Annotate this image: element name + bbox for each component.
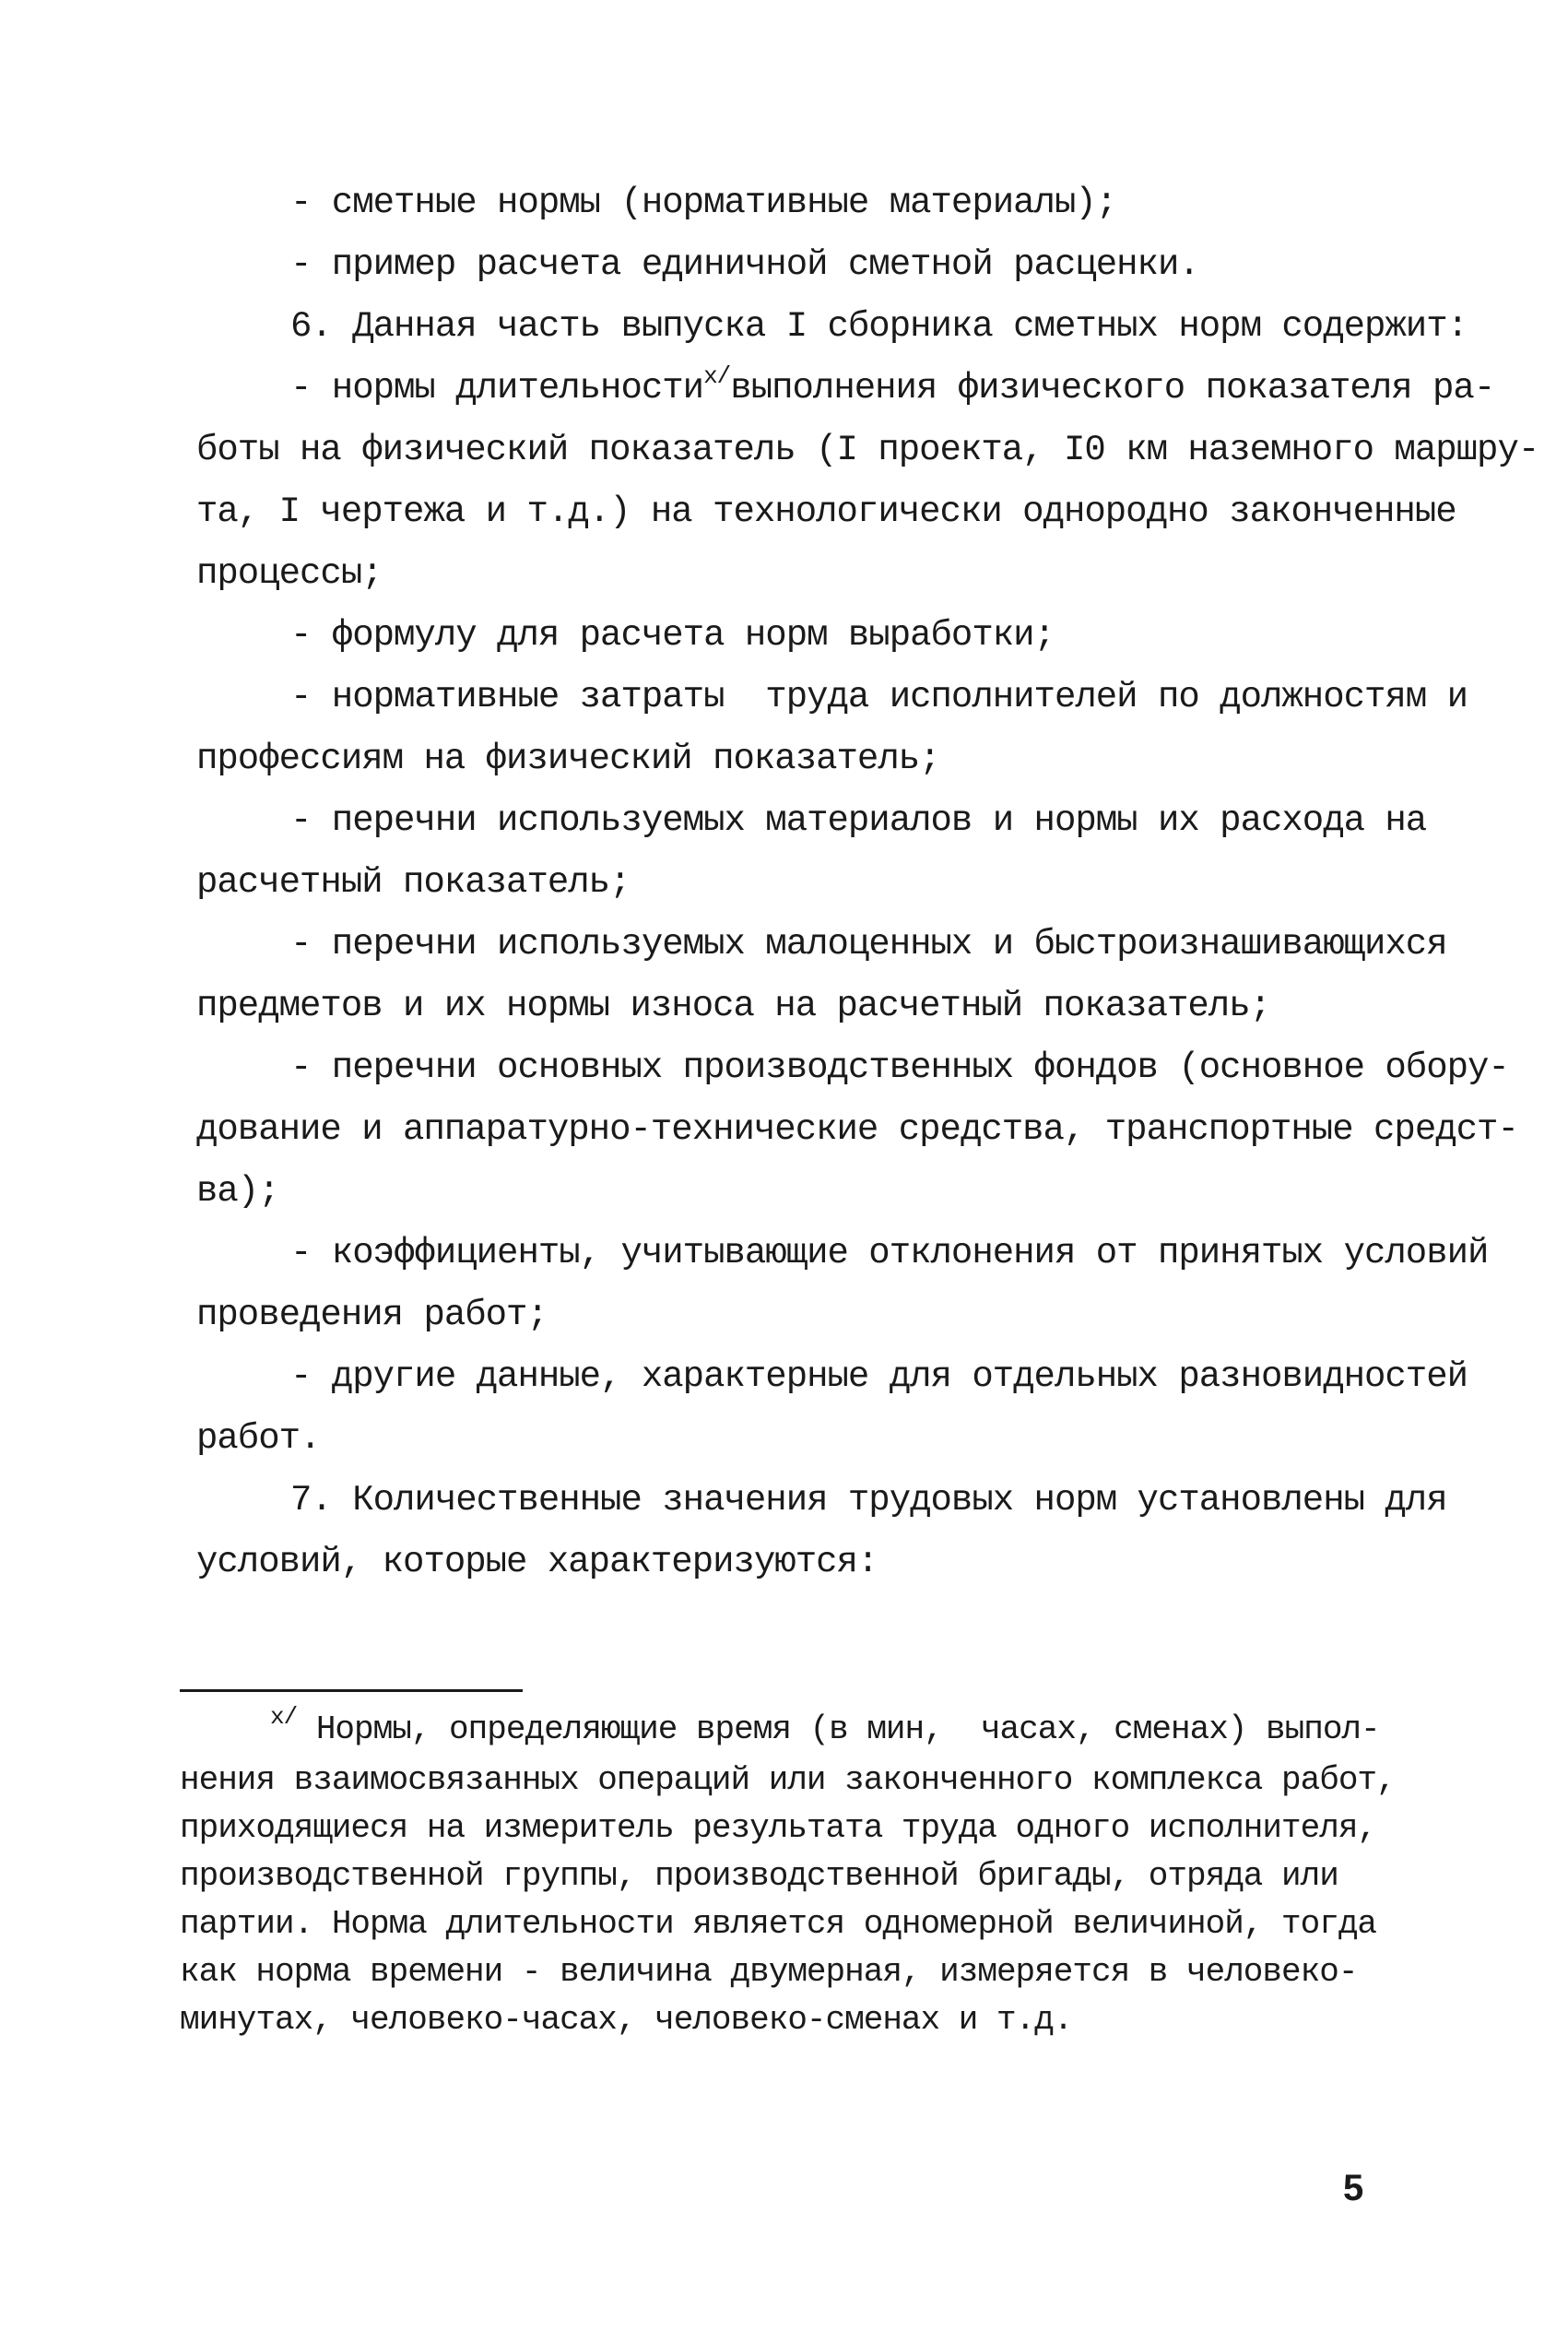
body-line-5: боты на физический показатель (I проекта, I0 км наземного маршру- bbox=[196, 430, 1539, 470]
footnote-line-5: партии. Норма длительности является одномерной величиной, тогда bbox=[180, 1905, 1377, 1943]
body-line-4 bbox=[290, 362, 1495, 412]
footnote-line-7: минутах, человеко-часах, человеко-сменах и т.д. bbox=[180, 2001, 1073, 2039]
body-line-2: - пример расчета единичной сметной расценки. bbox=[290, 244, 1199, 285]
footnote-reference: x/ bbox=[703, 362, 731, 390]
footnote-line-1 bbox=[270, 1703, 1380, 1751]
body-line-9: - нормативные затраты труда исполнителей по должностям и bbox=[290, 677, 1468, 717]
body-line-13: - перечни используемых малоценных и быстроизнашивающихся bbox=[290, 924, 1447, 964]
body-line-4-start: - нормы длительности bbox=[290, 368, 704, 408]
body-line-23: условий, которые характеризуются: bbox=[196, 1542, 878, 1582]
body-line-15: - перечни основных производственных фондов (основное обору- bbox=[290, 1047, 1509, 1088]
body-line-4-end: выполнения физического показателя ра- bbox=[730, 368, 1495, 408]
footnote-line-1-text: Нормы, определяющие время (в мин, часах, сменах) выпол- bbox=[315, 1710, 1380, 1748]
body-line-22: 7. Количественные значения трудовых норм установлены для bbox=[290, 1480, 1447, 1520]
footnote-line-3: приходящиеся на измеритель результата труда одного исполнителя, bbox=[180, 1809, 1377, 1847]
body-line-7: процессы; bbox=[196, 553, 383, 594]
body-line-17: ва); bbox=[196, 1171, 279, 1212]
footnote-line-4: производственной группы, производственной бригады, отряда или bbox=[180, 1857, 1338, 1895]
body-line-14: предметов и их нормы износа на расчетный показатель; bbox=[196, 986, 1270, 1026]
footnote-line-6: как норма времени - величина двумерная, измеряется в человеко- bbox=[180, 1953, 1358, 1991]
page-number: 5 bbox=[1343, 2168, 1364, 2208]
body-line-12: расчетный показатель; bbox=[196, 862, 631, 903]
body-line-18: - коэффициенты, учитывающие отклонения от принятых условий bbox=[290, 1233, 1489, 1273]
body-line-19: проведения работ; bbox=[196, 1295, 548, 1335]
footnote-line-2: нения взаимосвязанных операций или законченного комплекса работ, bbox=[180, 1761, 1396, 1799]
body-line-1: - сметные нормы (нормативные материалы); bbox=[290, 183, 1117, 223]
body-line-6: та, I чертежа и т.д.) на технологически однородно законченные bbox=[196, 491, 1456, 532]
body-line-11: - перечни используемых материалов и нормы их расхода на bbox=[290, 800, 1427, 841]
body-line-21: работ. bbox=[196, 1418, 321, 1459]
body-line-8: - формулу для расчета норм выработки; bbox=[290, 615, 1055, 656]
body-line-3: 6. Данная часть выпуска I сборника сметных норм содержит: bbox=[290, 306, 1468, 347]
body-line-10: профессиям на физический показатель; bbox=[196, 739, 940, 779]
footnote-divider bbox=[180, 1689, 523, 1692]
footnote-mark: x/ bbox=[270, 1703, 298, 1731]
body-line-20: - другие данные, характерные для отдельных разновидностей bbox=[290, 1356, 1468, 1397]
body-line-16: дование и аппаратурно-технические средства, транспортные средст- bbox=[196, 1109, 1518, 1150]
